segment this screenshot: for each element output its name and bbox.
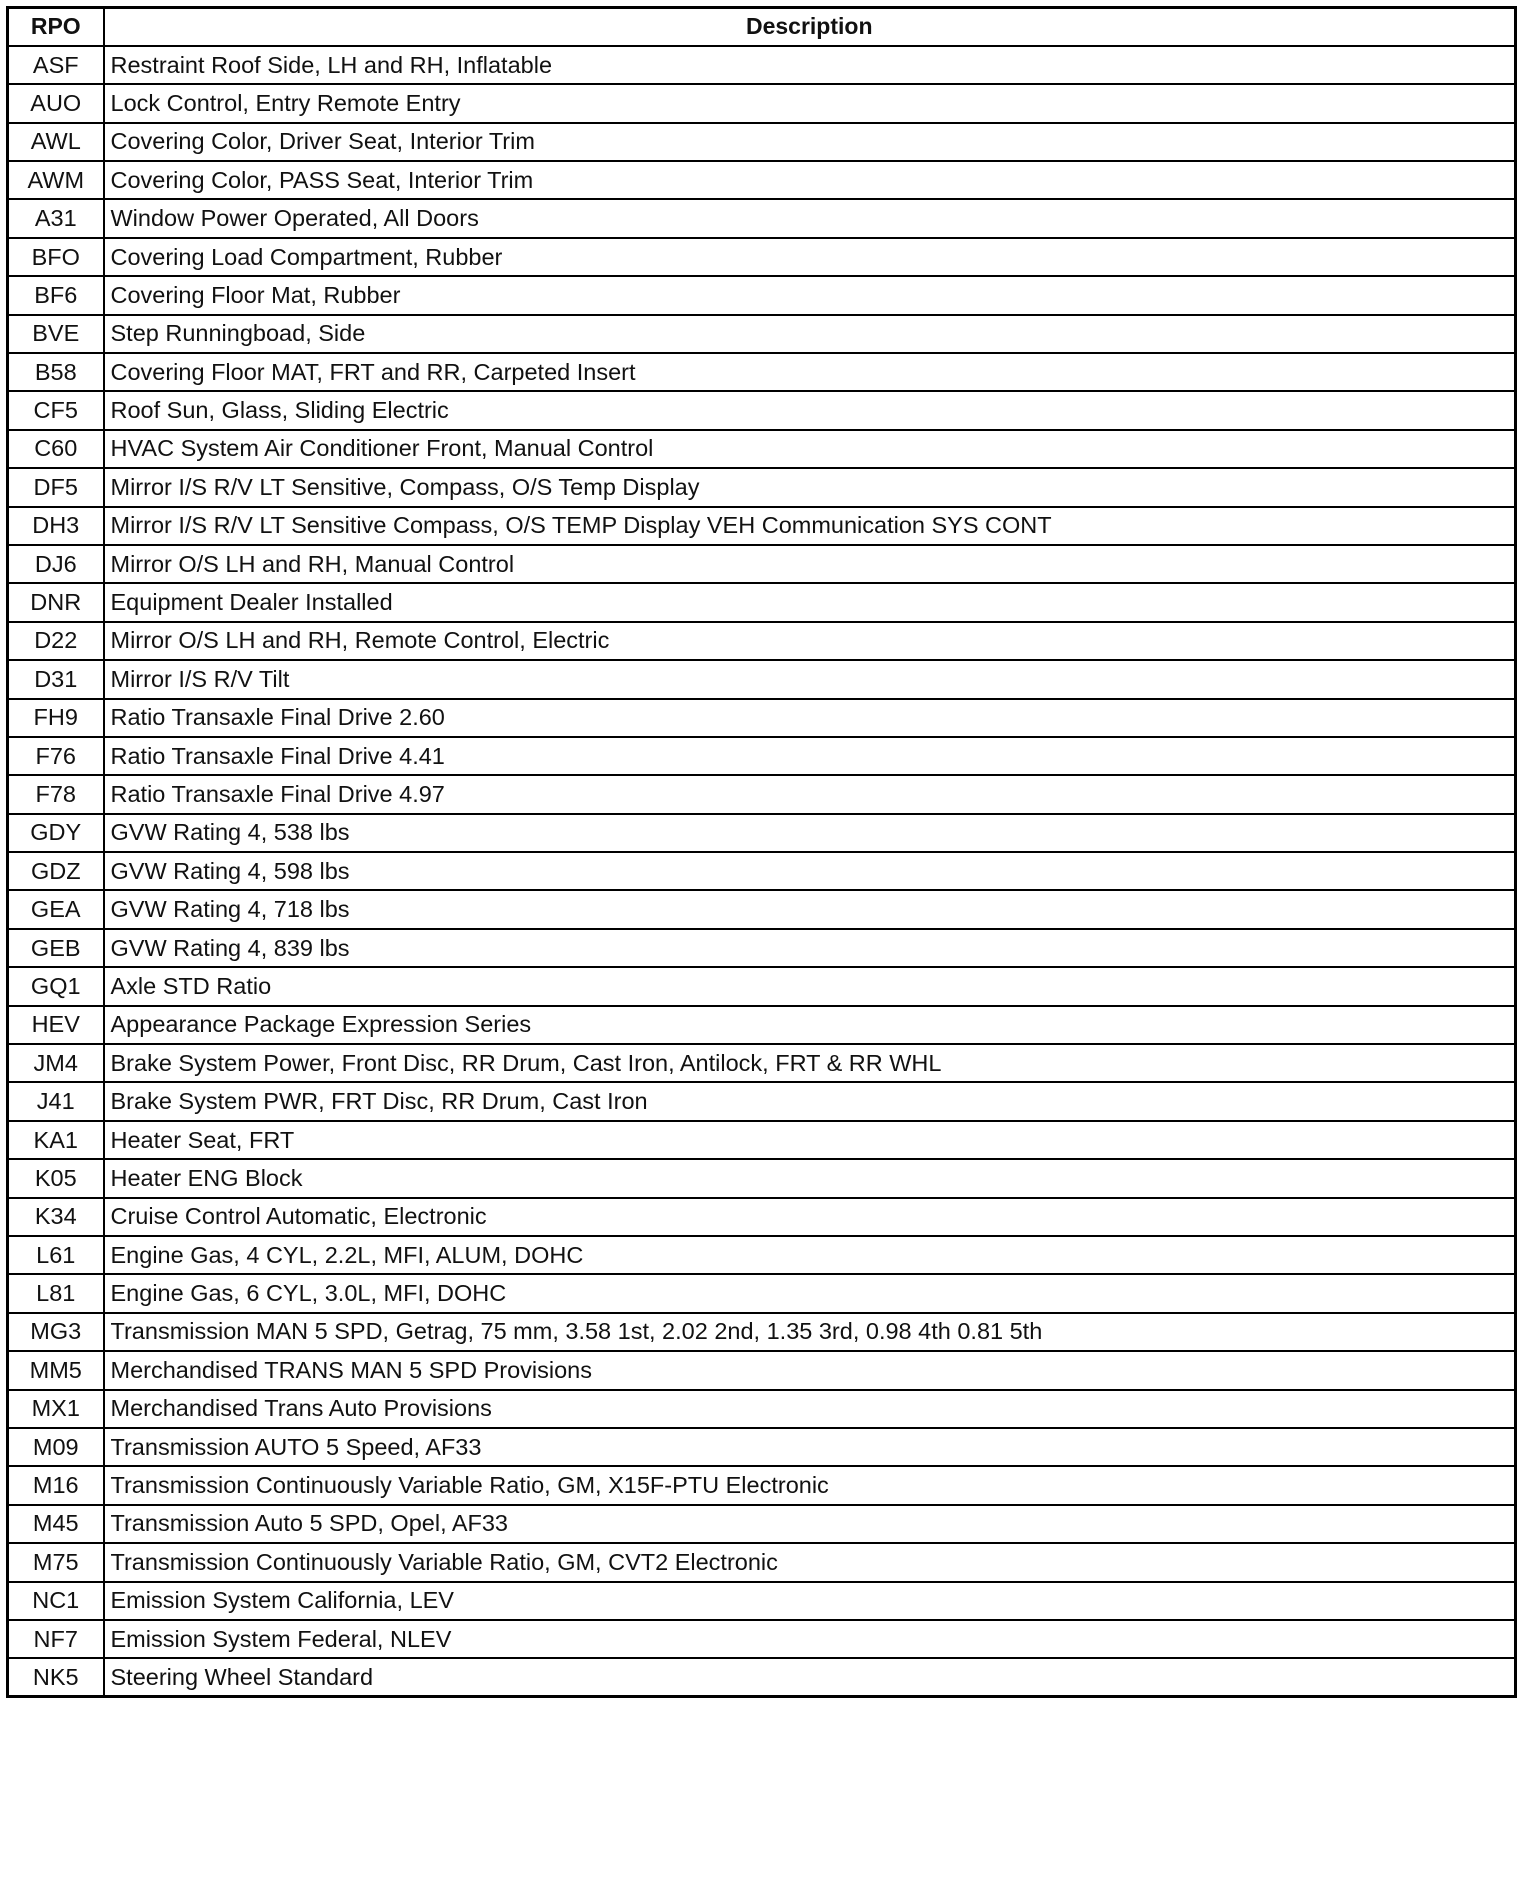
- description-cell: Mirror I/S R/V LT Sensitive Compass, O/S TEMP Display VEH Communication SYS CONT: [104, 507, 1516, 545]
- description-cell: GVW Rating 4, 538 lbs: [104, 814, 1516, 852]
- rpo-code-cell: NK5: [8, 1658, 104, 1696]
- rpo-code-cell: M09: [8, 1428, 104, 1466]
- rpo-code-cell: DNR: [8, 583, 104, 621]
- description-cell: Covering Color, PASS Seat, Interior Trim: [104, 161, 1516, 199]
- table-row: [8, 315, 1516, 353]
- table-row: [8, 1313, 1516, 1351]
- description-cell: Mirror I/S R/V LT Sensitive, Compass, O/S Temp Display: [104, 468, 1516, 506]
- table-body: [8, 46, 1516, 1697]
- table-row: [8, 737, 1516, 775]
- rpo-code-cell: CF5: [8, 391, 104, 429]
- description-cell: Merchandised Trans Auto Provisions: [104, 1390, 1516, 1428]
- rpo-code-cell: MM5: [8, 1351, 104, 1389]
- rpo-code-cell: MX1: [8, 1390, 104, 1428]
- rpo-code-cell: AUO: [8, 84, 104, 122]
- description-cell: Mirror O/S LH and RH, Remote Control, Electric: [104, 622, 1516, 660]
- table-row: [8, 1390, 1516, 1428]
- table-row: [8, 660, 1516, 698]
- description-cell: GVW Rating 4, 839 lbs: [104, 929, 1516, 967]
- table-row: [8, 1428, 1516, 1466]
- rpo-code-cell: M16: [8, 1466, 104, 1504]
- description-cell: Covering Load Compartment, Rubber: [104, 238, 1516, 276]
- rpo-code-cell: FH9: [8, 699, 104, 737]
- header-description: Description: [104, 8, 1516, 46]
- table-row: [8, 814, 1516, 852]
- rpo-code-cell: DJ6: [8, 545, 104, 583]
- description-cell: Brake System Power, Front Disc, RR Drum, Cast Iron, Antilock, FRT & RR WHL: [104, 1044, 1516, 1082]
- rpo-code-cell: KA1: [8, 1121, 104, 1159]
- table-row: [8, 391, 1516, 429]
- description-cell: Transmission MAN 5 SPD, Getrag, 75 mm, 3.58 1st, 2.02 2nd, 1.35 3rd, 0.98 4th 0.81 5th: [104, 1313, 1516, 1351]
- rpo-code-cell: JM4: [8, 1044, 104, 1082]
- rpo-code-cell: AWL: [8, 123, 104, 161]
- description-cell: Brake System PWR, FRT Disc, RR Drum, Cast Iron: [104, 1082, 1516, 1120]
- description-cell: Transmission AUTO 5 Speed, AF33: [104, 1428, 1516, 1466]
- description-cell: Steering Wheel Standard: [104, 1658, 1516, 1696]
- description-cell: Emission System California, LEV: [104, 1582, 1516, 1620]
- description-cell: Heater Seat, FRT: [104, 1121, 1516, 1159]
- rpo-code-cell: MG3: [8, 1313, 104, 1351]
- description-cell: Ratio Transaxle Final Drive 2.60: [104, 699, 1516, 737]
- table-row: [8, 1505, 1516, 1543]
- table-row: [8, 583, 1516, 621]
- rpo-code-cell: AWM: [8, 161, 104, 199]
- description-cell: Appearance Package Expression Series: [104, 1006, 1516, 1044]
- table-row: [8, 929, 1516, 967]
- rpo-code-cell: NF7: [8, 1620, 104, 1658]
- header-rpo: RPO: [8, 8, 104, 46]
- description-cell: Mirror I/S R/V Tilt: [104, 660, 1516, 698]
- table-row: [8, 430, 1516, 468]
- rpo-code-cell: F78: [8, 775, 104, 813]
- rpo-code-cell: BFO: [8, 238, 104, 276]
- table-row: [8, 852, 1516, 890]
- table-row: [8, 84, 1516, 122]
- description-cell: Roof Sun, Glass, Sliding Electric: [104, 391, 1516, 429]
- description-cell: Engine Gas, 6 CYL, 3.0L, MFI, DOHC: [104, 1274, 1516, 1312]
- table-row: [8, 353, 1516, 391]
- table-row: [8, 890, 1516, 928]
- rpo-code-cell: B58: [8, 353, 104, 391]
- rpo-code-cell: C60: [8, 430, 104, 468]
- table-row: [8, 1543, 1516, 1581]
- table-row: [8, 1121, 1516, 1159]
- rpo-code-cell: NC1: [8, 1582, 104, 1620]
- description-cell: Lock Control, Entry Remote Entry: [104, 84, 1516, 122]
- rpo-code-cell: BVE: [8, 315, 104, 353]
- description-cell: Ratio Transaxle Final Drive 4.97: [104, 775, 1516, 813]
- rpo-code-cell: HEV: [8, 1006, 104, 1044]
- rpo-code-cell: GDZ: [8, 852, 104, 890]
- description-cell: Transmission Auto 5 SPD, Opel, AF33: [104, 1505, 1516, 1543]
- description-cell: Ratio Transaxle Final Drive 4.41: [104, 737, 1516, 775]
- description-cell: Mirror O/S LH and RH, Manual Control: [104, 545, 1516, 583]
- table-row: [8, 1274, 1516, 1312]
- table-row: [8, 1351, 1516, 1389]
- table-row: [8, 468, 1516, 506]
- rpo-code-cell: BF6: [8, 276, 104, 314]
- description-cell: Emission System Federal, NLEV: [104, 1620, 1516, 1658]
- description-cell: Covering Color, Driver Seat, Interior Trim: [104, 123, 1516, 161]
- table-row: [8, 967, 1516, 1005]
- rpo-code-cell: F76: [8, 737, 104, 775]
- table-row: [8, 545, 1516, 583]
- rpo-code-cell: DH3: [8, 507, 104, 545]
- description-cell: Window Power Operated, All Doors: [104, 199, 1516, 237]
- rpo-code-cell: J41: [8, 1082, 104, 1120]
- rpo-code-cell: M45: [8, 1505, 104, 1543]
- rpo-code-cell: GDY: [8, 814, 104, 852]
- description-cell: Covering Floor MAT, FRT and RR, Carpeted Insert: [104, 353, 1516, 391]
- rpo-code-cell: A31: [8, 199, 104, 237]
- table-row: [8, 699, 1516, 737]
- rpo-code-cell: D31: [8, 660, 104, 698]
- table-row: [8, 1198, 1516, 1236]
- table-row: [8, 46, 1516, 84]
- description-cell: GVW Rating 4, 598 lbs: [104, 852, 1516, 890]
- description-cell: Covering Floor Mat, Rubber: [104, 276, 1516, 314]
- rpo-code-cell: GEB: [8, 929, 104, 967]
- table-row: [8, 1620, 1516, 1658]
- description-cell: HVAC System Air Conditioner Front, Manual Control: [104, 430, 1516, 468]
- description-cell: Axle STD Ratio: [104, 967, 1516, 1005]
- rpo-code-cell: M75: [8, 1543, 104, 1581]
- rpo-table: [6, 6, 1517, 1698]
- description-cell: Heater ENG Block: [104, 1159, 1516, 1197]
- rpo-code-cell: K05: [8, 1159, 104, 1197]
- table-row: [8, 1006, 1516, 1044]
- description-cell: Transmission Continuously Variable Ratio, GM, CVT2 Electronic: [104, 1543, 1516, 1581]
- rpo-code-cell: L81: [8, 1274, 104, 1312]
- description-cell: GVW Rating 4, 718 lbs: [104, 890, 1516, 928]
- rpo-code-cell: L61: [8, 1236, 104, 1274]
- table-row: [8, 1582, 1516, 1620]
- description-cell: Engine Gas, 4 CYL, 2.2L, MFI, ALUM, DOHC: [104, 1236, 1516, 1274]
- table-row: [8, 775, 1516, 813]
- table-row: [8, 276, 1516, 314]
- table-row: [8, 1658, 1516, 1696]
- table-row: [8, 238, 1516, 276]
- header-row: [8, 8, 1516, 46]
- rpo-code-cell: DF5: [8, 468, 104, 506]
- table-row: [8, 1044, 1516, 1082]
- description-cell: Transmission Continuously Variable Ratio, GM, X15F-PTU Electronic: [104, 1466, 1516, 1504]
- table-row: [8, 622, 1516, 660]
- table-row: [8, 199, 1516, 237]
- description-cell: Merchandised TRANS MAN 5 SPD Provisions: [104, 1351, 1516, 1389]
- table-row: [8, 1082, 1516, 1120]
- table-row: [8, 1159, 1516, 1197]
- description-cell: Restraint Roof Side, LH and RH, Inflatable: [104, 46, 1516, 84]
- rpo-code-cell: ASF: [8, 46, 104, 84]
- rpo-code-cell: K34: [8, 1198, 104, 1236]
- table-row: [8, 161, 1516, 199]
- description-cell: Step Runningboad, Side: [104, 315, 1516, 353]
- table-row: [8, 507, 1516, 545]
- description-cell: Equipment Dealer Installed: [104, 583, 1516, 621]
- rpo-code-cell: D22: [8, 622, 104, 660]
- table-row: [8, 1466, 1516, 1504]
- table-row: [8, 1236, 1516, 1274]
- rpo-code-cell: GEA: [8, 890, 104, 928]
- rpo-code-cell: GQ1: [8, 967, 104, 1005]
- table-row: [8, 123, 1516, 161]
- description-cell: Cruise Control Automatic, Electronic: [104, 1198, 1516, 1236]
